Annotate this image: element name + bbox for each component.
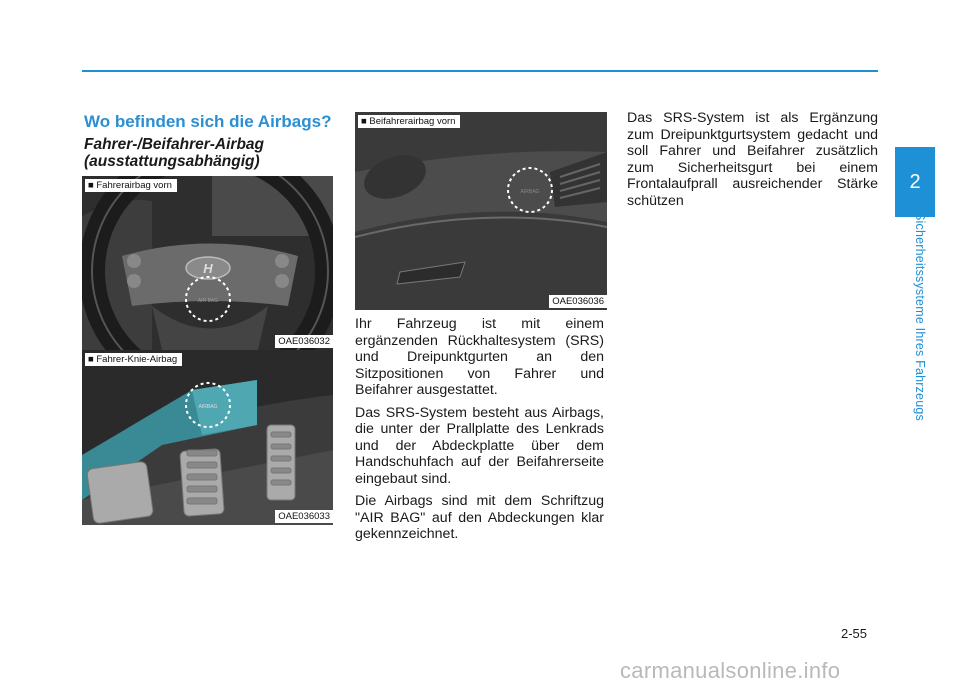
passenger-airbag-badge: AIRBAG	[520, 189, 540, 195]
paragraph-srs-purpose: Das SRS-System ist als Ergänzung zum Dreipunktgurtsystem gedacht und soll Fahrer und Beifahrer zusätzlich zum Sicherheitsgurt bei einem Frontalaufprall ausreichender Stärke schützen	[627, 110, 878, 209]
chapter-title: Sicherheitssysteme Ihres Fahrzeugs	[913, 212, 927, 421]
figure-knee-caption: ■ Fahrer-Knie-Airbag	[85, 353, 182, 366]
subheading-line-1: Fahrer-/Beifahrer-Airbag	[84, 136, 265, 153]
subheading-line-2: (ausstattungsabhängig)	[84, 153, 260, 170]
paragraph-srs-intro: Ihr Fahrzeug ist mit einem ergänzenden Rückhaltesystem (SRS) und Dreipunktgurten an den Sitzpositionen von Fahrer und Beifahrer ausgestattet.	[355, 316, 604, 398]
page-number: 2-55	[841, 626, 868, 641]
knee-airbag-badge: AIRBAG	[198, 404, 218, 410]
top-rule	[82, 70, 878, 72]
figure-passenger-code: OAE036036	[549, 295, 607, 308]
figure-knee-code: OAE036033	[275, 510, 333, 523]
driver-airbag-badge: AIR BAG	[197, 298, 219, 304]
figure-driver-caption: ■ Fahrerairbag vorn	[85, 179, 177, 192]
figure-passenger-caption: ■ Beifahrerairbag vorn	[358, 115, 460, 128]
section-subheading	[84, 136, 264, 170]
steering-wheel-illustration	[82, 176, 333, 350]
knee-airbag-illustration	[82, 350, 333, 525]
right-column-text	[627, 110, 878, 215]
figure-driver-airbag	[82, 176, 333, 350]
figure-passenger-airbag	[355, 112, 607, 310]
paragraph-srs-components: Das SRS-System besteht aus Airbags, die unter der Prallplatte des Lenkrads und der Abdeckplatte über dem Handschuhfach auf der Beifahrerseite eingebaut sind.	[355, 404, 604, 487]
paragraph-airbag-label: Die Airbags sind mit dem Schriftzug "AIR BAG" auf den Abdeckungen klar gekennzeichnet.	[355, 493, 604, 542]
section-heading: Wo befinden sich die Airbags?	[84, 112, 332, 131]
watermark-text: carmanualsonline.info	[620, 658, 841, 683]
chapter-number-tab: 2	[895, 147, 935, 217]
middle-column-text	[355, 316, 604, 549]
figure-driver-code: OAE036032	[275, 335, 333, 348]
svg-text:H: H	[203, 261, 213, 276]
dashboard-illustration	[355, 112, 607, 310]
figure-knee-airbag	[82, 350, 333, 525]
